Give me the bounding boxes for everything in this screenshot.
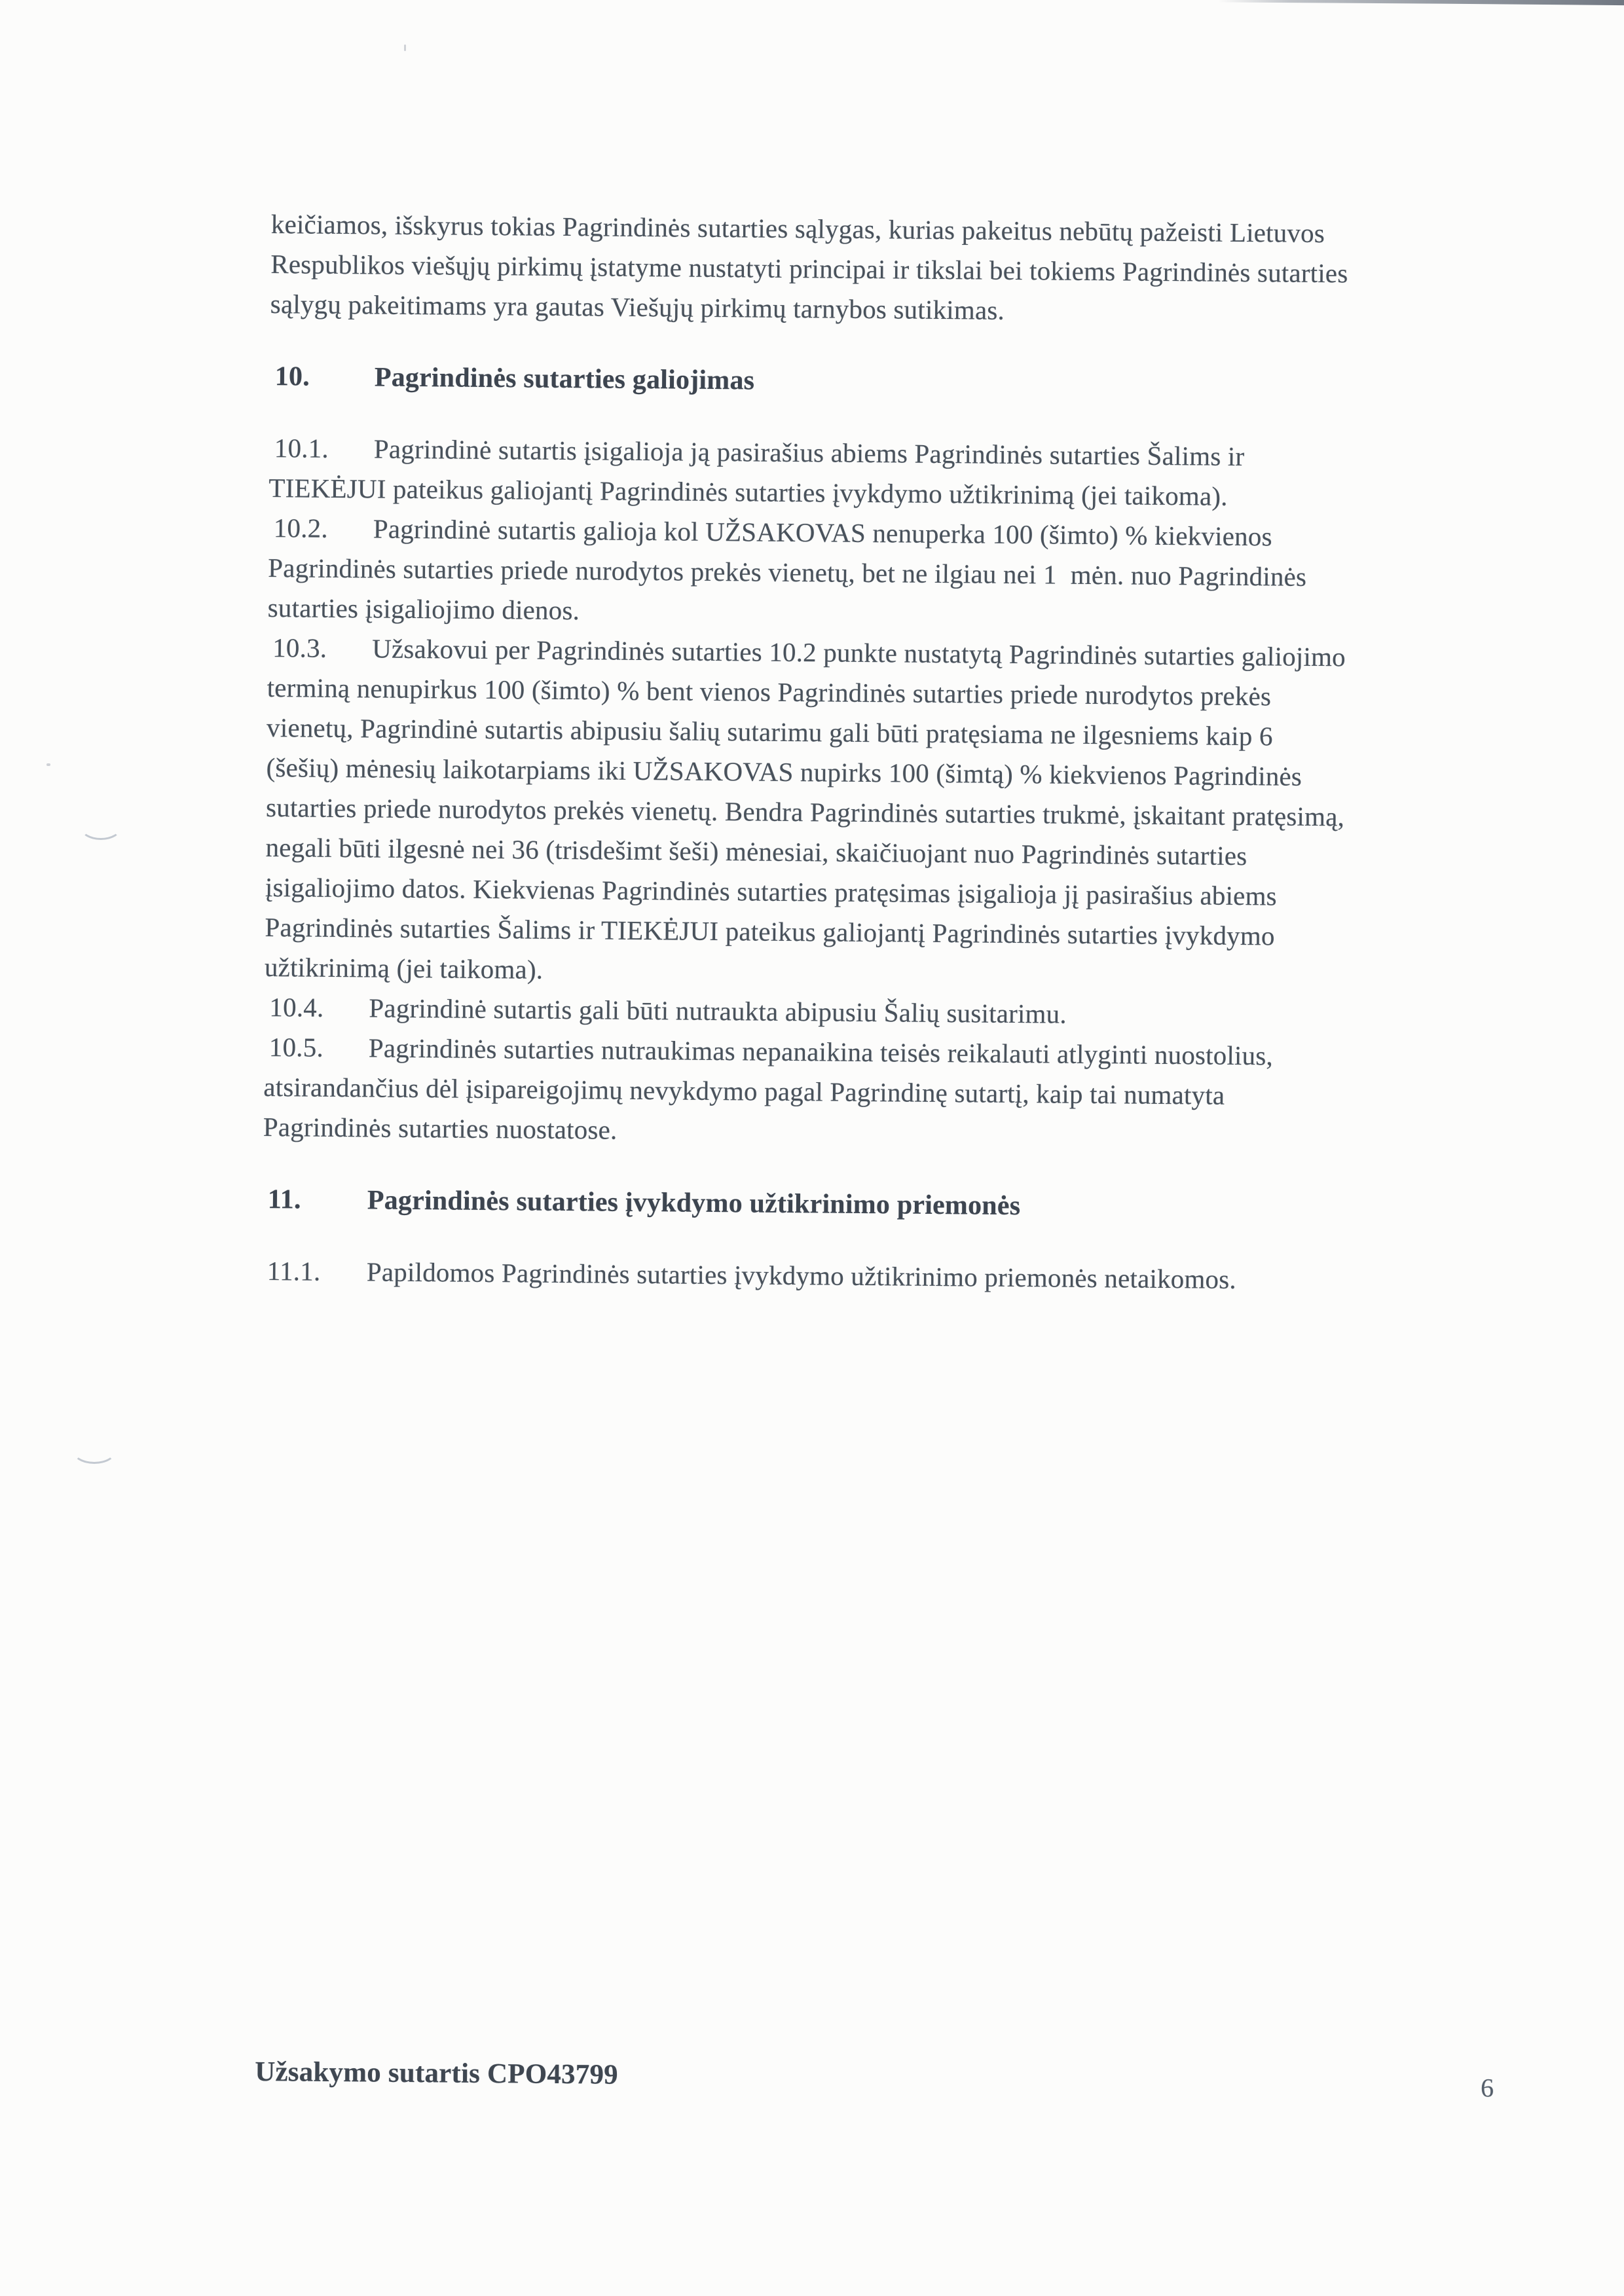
scanner-edge-artifact (1218, 0, 1624, 6)
paragraph-10-4-number: 10.4. (269, 992, 324, 1023)
paragraph-10-1-number: 10.1. (274, 433, 329, 464)
section-10-title: Pagrindinės sutarties galiojimas (374, 362, 755, 396)
paragraph-10-5-number: 10.5. (268, 1032, 324, 1063)
intro-paragraph (270, 204, 1522, 335)
scan-speck (46, 763, 50, 766)
paragraph-11-1-number: 11.1. (267, 1256, 321, 1286)
scan-speck (404, 45, 406, 51)
paragraph-10-2-text: Pagrindinė sutartis galioja kol UŽSAKOVAS nenuperka 100 (šimto) % kiekvienos Pagrindinės sutarties priede nurodytos prekės vienetų, bet ne ilgiau nei 1 mėn. nuo Pagrindinės sutarties įsigaliojimo dienos. (267, 513, 1307, 626)
paragraph-10-2-number: 10.2. (273, 513, 329, 543)
paragraph-10-5-text: Pagrindinės sutarties nutraukimas nepanaikina teisės reikalauti atlyginti nuostolius, atsirandančius dėl įsipareigojimų nevykdymo pagal Pagrindinę sutartį, kaip tai numatyta Pagrindinės sutarties nuostatose. (263, 1032, 1274, 1145)
scan-arc-artifact (72, 1436, 117, 1464)
scan-arc-artifact (80, 814, 122, 840)
paragraph-10-1-text: Pagrindinė sutartis įsigalioja ją pasirašius abiems Pagrindinės sutarties Šalims ir TIEKĖJUI pateikus galiojantį Pagrindinės sutarties įvykdymo užtikrinimą (jei taikoma). (268, 433, 1245, 511)
paragraph-10-3-number: 10.3. (272, 632, 327, 663)
paragraph-10-4-text: Pagrindinė sutartis gali būti nutraukta abipusiu Šalių susitarimu. (369, 993, 1067, 1029)
section-11-title: Pagrindinės sutarties įvykdymo užtikrinimo priemonės (367, 1185, 1021, 1222)
footer-document-reference: Užsakymo sutartis CPO43799 (255, 2056, 619, 2090)
paragraph-10-3-text: Užsakovui per Pagrindinės sutarties 10.2 punkte nustatytą Pagrindinės sutarties galiojimo terminą nenupirkus 100 (šimto) % bent vienos Pagrindinės sutarties priede nurodytos prekės vienetų, Pagrindinė sutartis abipusiu šalių sutarimu gali būti pratęsiama ne ilgesniems kaip 6 (šešių) mėnesių laikotarpiams iki UŽSAKOVAS nupirks 100 (šimtą) % kiekvienos Pagrindinės sutarties priede nurodytos prekės vienetų. Bendra Pagrindinės sutarties trukmė, įskaitant pratęsimą, negali būti ilgesnė nei 36 (trisdešimt šeši) mėnesiai, skaičiuojant nuo Pagrindinės sutarties įsigaliojimo datos. Kiekvienas Pagrindinės sutarties pratęsimas įsigalioja jį pasirašius abiems Pagrindinės sutarties Šalims ir TIEKĖJUI pateikus galiojantį Pagrindinės sutarties įvykdymo užtikrinimą (jei taikoma). (264, 633, 1346, 985)
page-number: 6 (1480, 2073, 1494, 2103)
paragraph-10-2 (267, 508, 1519, 639)
paragraph-10-3 (265, 628, 1519, 998)
section-10-number: 10. (274, 361, 310, 392)
paragraph-10-1 (268, 428, 1520, 519)
paragraph-10-5 (263, 1027, 1515, 1158)
section-11-number: 11. (267, 1184, 301, 1215)
document-text-block (255, 204, 1522, 2103)
paragraph-11-1-text: Papildomos Pagrindinės sutarties įvykdymo užtikrinimo priemonės netaikomos. (366, 1256, 1237, 1294)
intro-paragraph-text: keičiamos, išskyrus tokias Pagrindinės sutarties sąlygas, kurias pakeitus nebūtų pažeisti Lietuvos Respublikos viešųjų pirkimų įstatyme nustatyti principai ir tikslai bei tokiems Pagrindinės sutarties sąlygų pakeitimams yra gautas Viešųjų pirkimų tarnybos sutikimas. (270, 209, 1348, 325)
